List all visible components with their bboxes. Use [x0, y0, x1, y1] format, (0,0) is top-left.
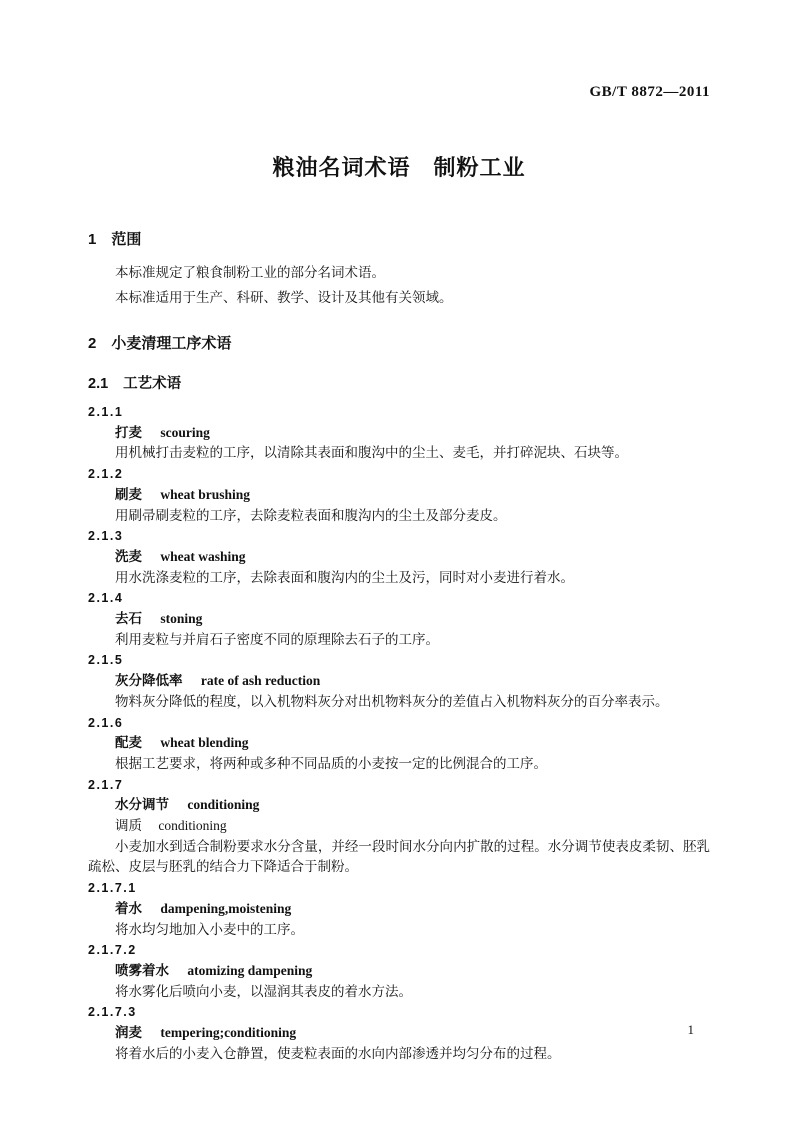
- term-entries: [88, 402, 710, 1065]
- term-definition: 用刷帚刷麦粒的工序，去除麦粒表面和腹沟内的尘土及部分麦皮。: [115, 507, 507, 523]
- term-cn: 水分调节: [115, 797, 169, 813]
- term-en: wheat brushing: [160, 486, 251, 502]
- term-line: [88, 733, 710, 754]
- term-cn: 着水: [115, 900, 142, 916]
- section21-heading: [88, 372, 710, 393]
- clause-number: 2.1.7: [88, 777, 124, 792]
- term-definition: 用机械打击麦粒的工序，以清除其表面和腹沟中的尘土、麦毛，并打碎泥块、石块等。: [115, 445, 628, 461]
- term-line: [88, 1023, 710, 1044]
- term-cn: 打麦: [115, 424, 142, 440]
- doc-code: GB/T 8872—2011: [589, 84, 710, 100]
- scope-heading-number: 1: [88, 231, 97, 248]
- term-en: dampening,moistening: [160, 900, 292, 916]
- term-entry: [88, 775, 710, 879]
- term-line: [88, 961, 710, 982]
- term-definition: 根据工艺要求，将两种或多种不同品质的小麦按一定的比例混合的工序。: [115, 755, 547, 771]
- section2-heading-label: 小麦清理工序术语: [111, 335, 232, 352]
- term-line: [88, 485, 710, 506]
- term-entry: [88, 940, 710, 1002]
- term-en: rate of ash reduction: [200, 673, 321, 689]
- clause-number: 2.1.3: [88, 529, 124, 544]
- term-entry: [88, 1002, 710, 1064]
- synonym-term-cn: 调质: [115, 818, 142, 834]
- scope-paragraph: 本标准规定了粮食制粉工业的部分名词术语。: [115, 265, 385, 280]
- term-definition: 小麦加水到适合制粉要求水分含量，并经一段时间水分向内扩散的过程。水分调节使表皮柔韧、胚乳疏松、皮层与胚乳的结合力下降适合于制粉。: [88, 838, 710, 875]
- term-entry: [88, 713, 710, 775]
- clause-number: 2.1.1: [88, 405, 124, 419]
- term-entry: [88, 464, 710, 526]
- term-cn: 刷麦: [115, 486, 142, 502]
- term-entry: [88, 402, 710, 464]
- clause-number: 2.1.7.2: [88, 943, 137, 958]
- term-line: [88, 547, 710, 568]
- clause-number: 2.1.7.1: [88, 881, 137, 896]
- scope-heading: [88, 228, 710, 249]
- term-line: [88, 609, 710, 630]
- term-line: [88, 671, 710, 692]
- synonym-term-line: [88, 816, 710, 837]
- page-title: 粮油名词术语 制粉工业: [272, 155, 526, 180]
- term-entry: [88, 878, 710, 940]
- term-line: [88, 795, 710, 816]
- term-line: [88, 423, 710, 444]
- clause-number: 2.1.7.3: [88, 1005, 137, 1020]
- term-definition: 用水洗涤麦粒的工序，去除表面和腹沟内的尘土及污，同时对小麦进行着水。: [115, 569, 574, 585]
- term-en: wheat blending: [160, 735, 249, 751]
- section2-heading: [88, 332, 710, 353]
- term-entry: [88, 588, 710, 650]
- term-entry: [88, 526, 710, 588]
- section2-heading-number: 2: [88, 335, 97, 352]
- term-en: stoning: [160, 611, 203, 627]
- clause-number: 2.1.4: [88, 591, 124, 606]
- term-cn: 喷雾着水: [115, 962, 169, 978]
- scope-paragraphs: [88, 260, 710, 310]
- term-definition: 将水均匀地加入小麦中的工序。: [115, 921, 304, 937]
- term-en: conditioning: [187, 797, 260, 813]
- section21-heading-label: 工艺术语: [123, 376, 182, 392]
- clause-number: 2.1.5: [88, 653, 124, 668]
- term-en: wheat washing: [160, 548, 246, 564]
- term-definition: 利用麦粒与并肩石子密度不同的原理除去石子的工序。: [115, 631, 439, 647]
- page-content: [88, 0, 710, 1065]
- section21-heading-number: 2.1: [88, 376, 109, 392]
- term-cn: 去石: [115, 611, 142, 627]
- term-en: tempering;conditioning: [160, 1025, 297, 1041]
- term-definition: 将水雾化后喷向小麦，以湿润其表皮的着水方法。: [115, 983, 412, 999]
- term-line: [88, 899, 710, 920]
- page-number: 1: [687, 1022, 694, 1037]
- term-entry: [88, 650, 710, 712]
- term-definition: 物料灰分降低的程度，以入机物料灰分对出机物料灰分的差值占入机物料灰分的百分率表示。: [115, 693, 669, 709]
- clause-number: 2.1.2: [88, 467, 124, 482]
- term-cn: 洗麦: [115, 548, 142, 564]
- term-definition: 将着水后的小麦入仓静置，使麦粒表面的水向内部渗透并均匀分布的过程。: [115, 1045, 561, 1061]
- term-en: atomizing dampening: [187, 962, 313, 978]
- term-cn: 润麦: [115, 1025, 142, 1041]
- scope-heading-label: 范围: [111, 231, 142, 248]
- term-cn: 配麦: [115, 735, 142, 751]
- term-cn: 灰分降低率: [115, 673, 183, 689]
- term-en: scouring: [160, 424, 210, 440]
- clause-number: 2.1.6: [88, 715, 124, 730]
- scope-paragraph: 本标准适用于生产、科研、教学、设计及其他有关领域。: [115, 290, 453, 305]
- synonym-term-en: conditioning: [158, 818, 227, 834]
